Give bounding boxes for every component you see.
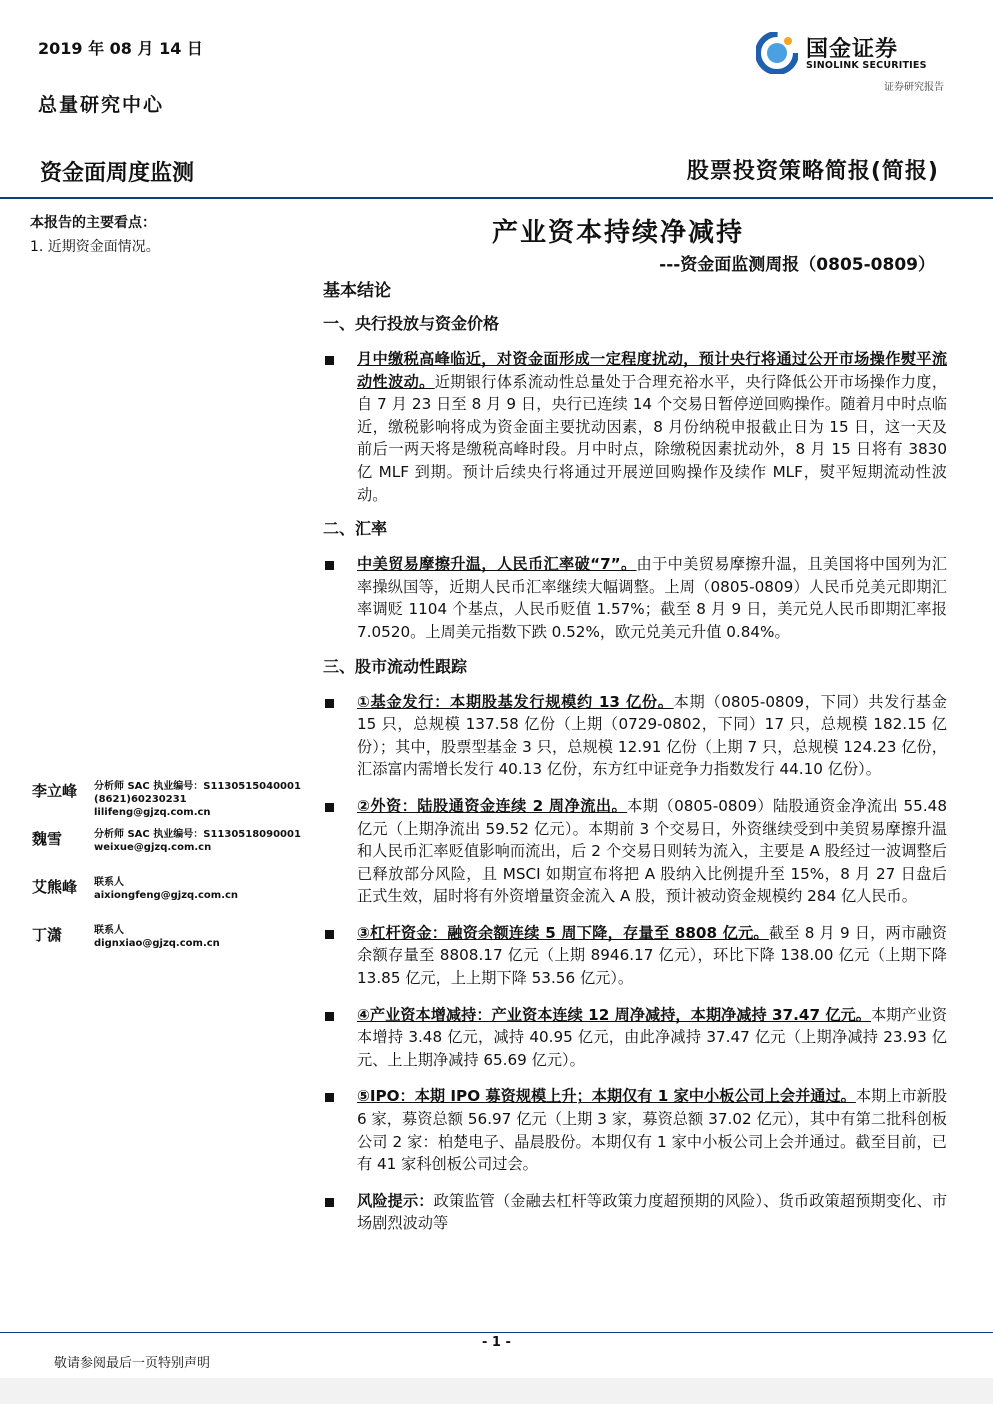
square-bullet-icon [325, 561, 334, 570]
analyst-email[interactable]: aixiongfeng@gjzq.com.cn [94, 890, 239, 901]
report-subtitle: ---资金面监测周报（0805-0809） [659, 255, 935, 275]
square-bullet-icon [325, 930, 334, 939]
analyst-entry [32, 780, 312, 820]
analyst-entry [32, 924, 312, 964]
bullet-item [323, 1004, 947, 1072]
highlights-item: 1. 近期资金面情况。 [30, 239, 160, 255]
risk-lead: 风险提示： [357, 1191, 434, 1210]
highlights-title: 本报告的主要看点： [30, 215, 156, 231]
footer-band [0, 1378, 993, 1404]
section-heading: 二、汇率 [323, 519, 388, 539]
bullet-lead: ②外资：陆股通资金连续 2 周净流出。 [357, 796, 628, 815]
report-type: 股票投资策略简报(简报) [686, 159, 939, 184]
analyst-role: 联系人 [94, 925, 124, 936]
conclusion-heading: 基本结论 [323, 281, 391, 301]
logo-chinese-name: 国金证券 [806, 37, 899, 62]
report-date: 2019 年 08 月 14 日 [38, 39, 203, 58]
square-bullet-icon [325, 356, 334, 365]
square-bullet-icon [325, 1198, 334, 1207]
bullet-item [323, 795, 947, 908]
bullet-lead: 月中缴税高峰临近，对资金面形成一定程度扰动，预计央行将通过公开市场操作熨平流动性波动。 [357, 350, 947, 391]
bullet-text: 近期银行体系流动性总量处于合理充裕水平，央行降低公开市场操作力度，自 7 月 23 日至 8 月 9 日，央行已连续 14 个交易日暂停逆回购操作。随着月中时点临近，缴税影响将成为资金面主要扰动因素，8 月份纳税申报截止日为 15 日，这一天及前后一两天将是缴税高峰时段。月中时点，除缴税因素扰动外，8 月 15 日将有 3830 亿 MLF 到期。预计后续央行将通过开展逆回购操作及续作 MLF，熨平短期流动性波动。 [357, 372, 948, 504]
header-divider [0, 197, 993, 199]
bullet-text: 本期（0805-0809，下同）共发行基金 15 只，总规模 137.58 亿份（上期（0729-0802，下同）17 只，总规模 182.15 亿份）；其中，股票型基金 3 只，总规模 12.91 亿份（上期 7 只，总规模 124.23 亿份，汇添富内需增长发行 40.13 亿份，东方红中证竞争力指数发行 44.10 亿份）。 [357, 692, 947, 779]
logo-english-name: SINOLINK SECURITIES [806, 60, 927, 71]
analyst-name: 魏雪 [32, 830, 63, 848]
section-heading: 一、央行投放与资金价格 [323, 314, 500, 333]
bullet-item [323, 553, 947, 643]
bullet-item [323, 1085, 947, 1175]
bullet-lead: 中美贸易摩擦升温，人民币汇率破“7”。 [357, 555, 637, 574]
analyst-cert: 分析师 SAC 执业编号：S1130515040001 [94, 781, 301, 792]
logo-subtitle: 证券研究报告 [884, 82, 944, 93]
bullet-item [323, 691, 947, 781]
sinolink-logo-icon [756, 32, 798, 74]
analyst-cert: 分析师 SAC 执业编号：S1130518090001 [94, 829, 301, 840]
disclaimer-note: 敬请参阅最后一页特别声明 [54, 1356, 211, 1371]
analyst-info [94, 828, 312, 854]
square-bullet-icon [325, 803, 334, 812]
analyst-name: 艾熊峰 [32, 878, 78, 896]
bullet-text: 本期（0805-0809）陆股通资金净流出 55.48 亿元（上期净流出 59.52 亿元）。本期前 3 个交易日，外资继续受到中美贸易摩擦升温和人民币汇率贬值影响而流出，后 2 个交易日则转为流入，主要是 A 股经过一波调整后已释放部分风险，且 MSCI 如期宣布将把 A 股纳入比例提升至 15%，8 月 27 日盘后正式生效，届时将有外资增量资金流入 A 股，预计被动资金规模约 284 亿人民币。 [357, 796, 947, 906]
highlights-panel [30, 212, 300, 256]
analyst-entry [32, 876, 312, 916]
footer-divider [0, 1332, 993, 1333]
department-name: 总量研究中心 [38, 94, 165, 116]
square-bullet-icon [325, 1093, 334, 1102]
page-number: - 1 - [482, 1335, 511, 1350]
report-body [323, 276, 947, 1235]
bullet-lead: ⑤IPO：本期 IPO 募资规模上升；本期仅有 1 家中小板公司上会并通过。 [357, 1087, 856, 1106]
risk-text: 政策监管（金融去杠杆等政策力度超预期的风险）、货币政策超预期变化、市场剧烈波动等 [357, 1191, 948, 1233]
section-heading: 三、股市流动性跟踪 [323, 656, 468, 676]
analyst-role: 联系人 [94, 877, 124, 888]
bullet-item [323, 348, 947, 506]
bullet-lead: ③杠杆资金：融资余额连续 5 周下降，存量至 8808 亿元。 [357, 923, 769, 942]
analyst-name: 丁潇 [32, 926, 63, 944]
bullet-text: 截至 8 月 9 日，两市融资余额存量至 8808.17 亿元（上期 8946.17 亿元），环比下降 138.00 亿元（上期下降 13.85 亿元，上上期下降 53.56 亿元）。 [357, 923, 947, 988]
analyst-phone: (8621)60230231 [94, 794, 187, 805]
analyst-email[interactable]: dignxiao@gjzq.com.cn [94, 938, 220, 949]
bullet-text: 本期上市新股 6 家，募资总额 56.97 亿元（上期 3 家，募资总额 37.02 亿元），其中有第二批科创板公司 2 家：柏楚电子、晶晨股份。本期仅有 1 家中小板公司上会并通过。截至目前，已有 41 家科创板公司过会。 [357, 1087, 948, 1174]
bullet-item [323, 922, 947, 990]
bullet-lead: ①基金发行：本期股基发行规模约 13 亿份。 [357, 692, 674, 711]
analyst-entry [32, 828, 312, 868]
square-bullet-icon [325, 1012, 334, 1021]
bullet-lead: ④产业资本增减持：产业资本连续 12 周净减持，本期净减持 37.47 亿元。 [357, 1005, 871, 1024]
report-series: 资金面周度监测 [40, 161, 195, 186]
bullet-text: 由于中美贸易摩擦升温，且美国将中国列为汇率操纵国等，近期人民币汇率继续大幅调整。上周（0805-0809）人民币兑美元即期汇率调贬 1104 个基点，人民币贬值 1.57%；截至 8 月 9 日，美元兑人民币即期汇率报 7.0520。上周美元指数下跌 0.52%，欧元兑美元升值 0.84%。 [357, 555, 948, 641]
bullet-text: 本期产业资本增持 3.48 亿元，减持 40.95 亿元，由此净减持 37.47 亿元（上期净减持 23.93 亿元、上上期净减持 65.69 亿元）。 [357, 1005, 947, 1069]
square-bullet-icon [325, 699, 334, 708]
analyst-email[interactable]: lilifeng@gjzq.com.cn [94, 807, 211, 818]
analyst-info [94, 924, 312, 950]
company-logo [756, 30, 946, 78]
analyst-name: 李立峰 [32, 782, 78, 800]
analyst-list [32, 780, 312, 972]
analyst-email[interactable]: weixue@gjzq.com.cn [94, 842, 212, 853]
analyst-info [94, 876, 312, 902]
risk-warning [323, 1190, 947, 1235]
analyst-info [94, 780, 312, 819]
report-title: 产业资本持续净减持 [492, 218, 745, 248]
